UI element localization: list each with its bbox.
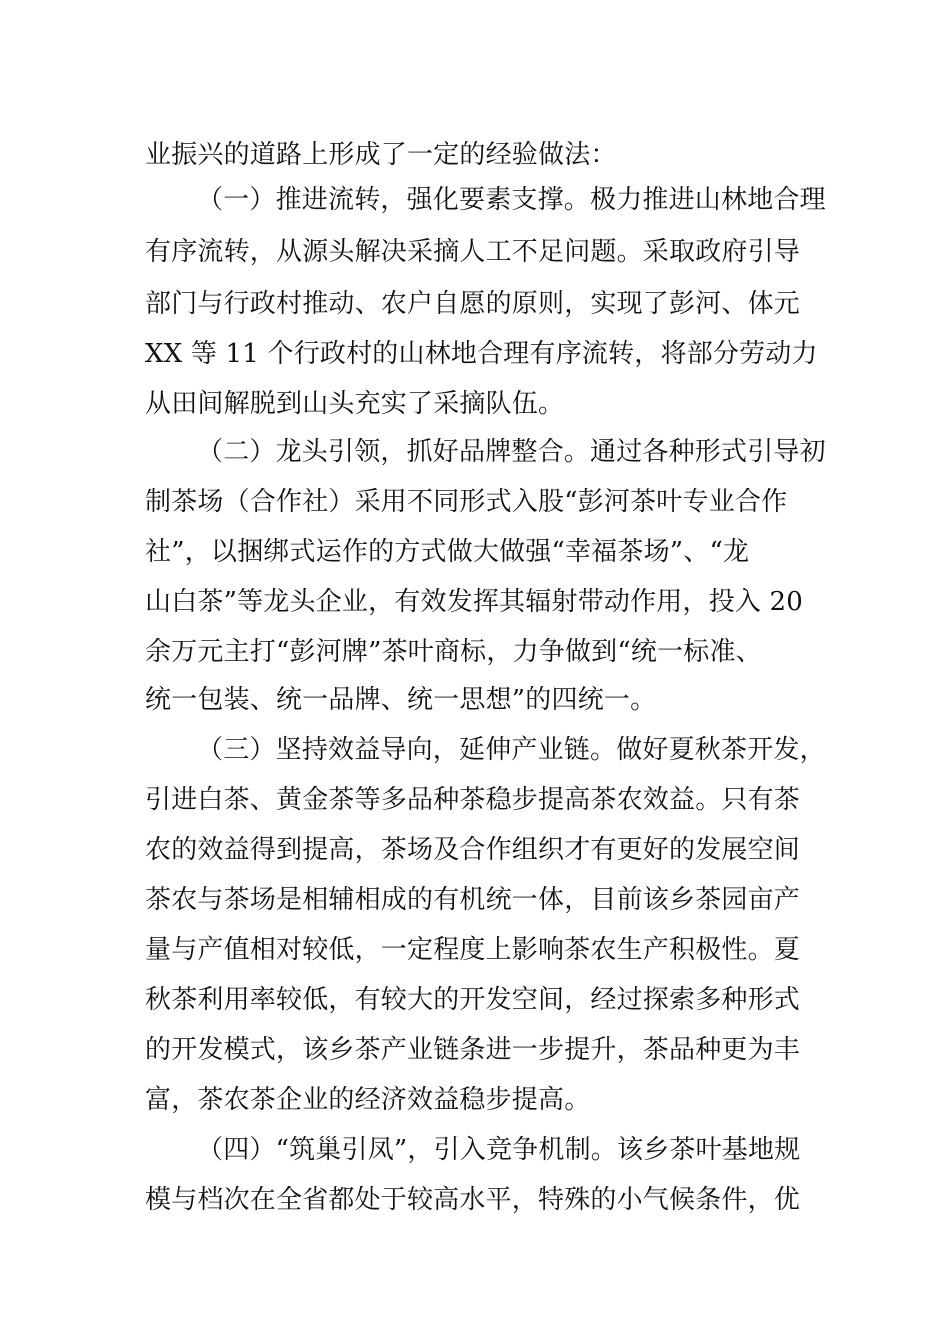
text-line: 社”，以捆绑式运作的方式做大做强“幸福茶场”、“龙 [145,537,750,567]
paragraph-4-heading-line: （四）“筑巢引凤”，引入竞争机制。该乡茶叶基地规 [197,1135,801,1165]
text-line: 秋茶利用率较低，有较大的开发空间，经过探索多种形式 [145,985,801,1015]
text-line: 量与产值相对较低，一定程度上影响茶农生产积极性。夏 [145,935,801,965]
text-line: 余万元主打“彭河牌”茶叶商标，力争做到“统一标准、 [145,637,762,667]
text-line: 引进白茶、黄金茶等多品种茶稳步提高茶农效益。只有茶 [145,785,801,815]
text-line: 山白茶”等龙头企业，有效发挥其辐射带动作用，投入 20 [145,587,804,617]
text-line: 的开发模式，该乡茶产业链条进一步提升，茶品种更为丰 [145,1035,801,1065]
text-line: 富，茶农茶企业的经济效益稳步提高。 [145,1085,591,1115]
paragraph-2-heading-line: （二）龙头引领，抓好品牌整合。通过各种形式引导初 [197,437,826,467]
text-line: 制茶场（合作社）采用不同形式入股“彭河茶叶专业合作 [145,487,788,517]
text-line: 农的效益得到提高，茶场及合作组织才有更好的发展空间 [145,835,801,865]
paragraph-1-heading-line: （一）推进流转，强化要素支撑。极力推进山林地合理 [197,185,826,215]
text-line: 茶农与茶场是相辅相成的有机统一体，目前该乡茶园亩产 [145,885,801,915]
text-line: 有序流转，从源头解决采摘人工不足问题。采取政府引导 [145,237,801,267]
text-line: XX 等 11 个行政村的山林地合理有序流转，将部分劳动力 [145,339,818,369]
text-line: 统一包装、统一品牌、统一思想”的四统一。 [145,685,657,715]
text-line: 业振兴的道路上形成了一定的经验做法： [145,140,617,170]
text-line: 部门与行政村推动、农户自愿的原则，实现了彭河、体元 [145,289,801,319]
text-line: 从田间解脱到山头充实了采摘队伍。 [145,389,565,419]
text-line: 模与档次在全省都处于较高水平，特殊的小气候条件，优 [145,1185,801,1215]
paragraph-3-heading-line: （三）坚持效益导向，延伸产业链。做好夏秋茶开发， [197,735,826,765]
